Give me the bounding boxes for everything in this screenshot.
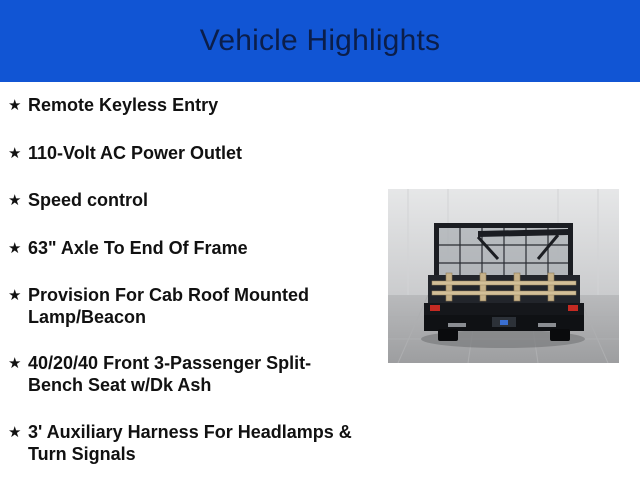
highlight-text: Remote Keyless Entry <box>28 95 219 115</box>
highlight-text: Speed control <box>28 190 149 210</box>
star-icon: ★ <box>8 286 22 304</box>
highlight-text: Provision For Cab Roof Mounted Lamp/Beacon <box>28 285 309 327</box>
highlight-text: 63" Axle To End Of Frame <box>28 238 248 258</box>
star-icon: ★ <box>8 423 22 441</box>
highlight-text: 110-Volt AC Power Outlet <box>28 143 243 163</box>
list-item <box>8 189 358 211</box>
star-icon: ★ <box>8 354 22 372</box>
list-item <box>8 352 358 396</box>
star-icon: ★ <box>8 144 22 162</box>
list-item <box>8 237 358 259</box>
list-item <box>8 284 358 328</box>
star-icon: ★ <box>8 191 22 209</box>
vehicle-photo <box>388 189 619 363</box>
list-item <box>8 421 358 465</box>
highlight-text: 3' Auxiliary Harness For Headlamps & Turn Signals <box>28 422 352 464</box>
list-item <box>8 94 358 116</box>
list-item <box>8 142 358 164</box>
flatbed-truck-image <box>388 189 619 363</box>
header-banner <box>0 0 640 82</box>
star-icon: ★ <box>8 239 22 257</box>
highlight-text: 40/20/40 Front 3-Passenger Split-Bench Seat w/Dk Ash <box>28 353 312 395</box>
page-title: Vehicle Highlights <box>199 24 441 57</box>
star-icon: ★ <box>8 96 22 114</box>
